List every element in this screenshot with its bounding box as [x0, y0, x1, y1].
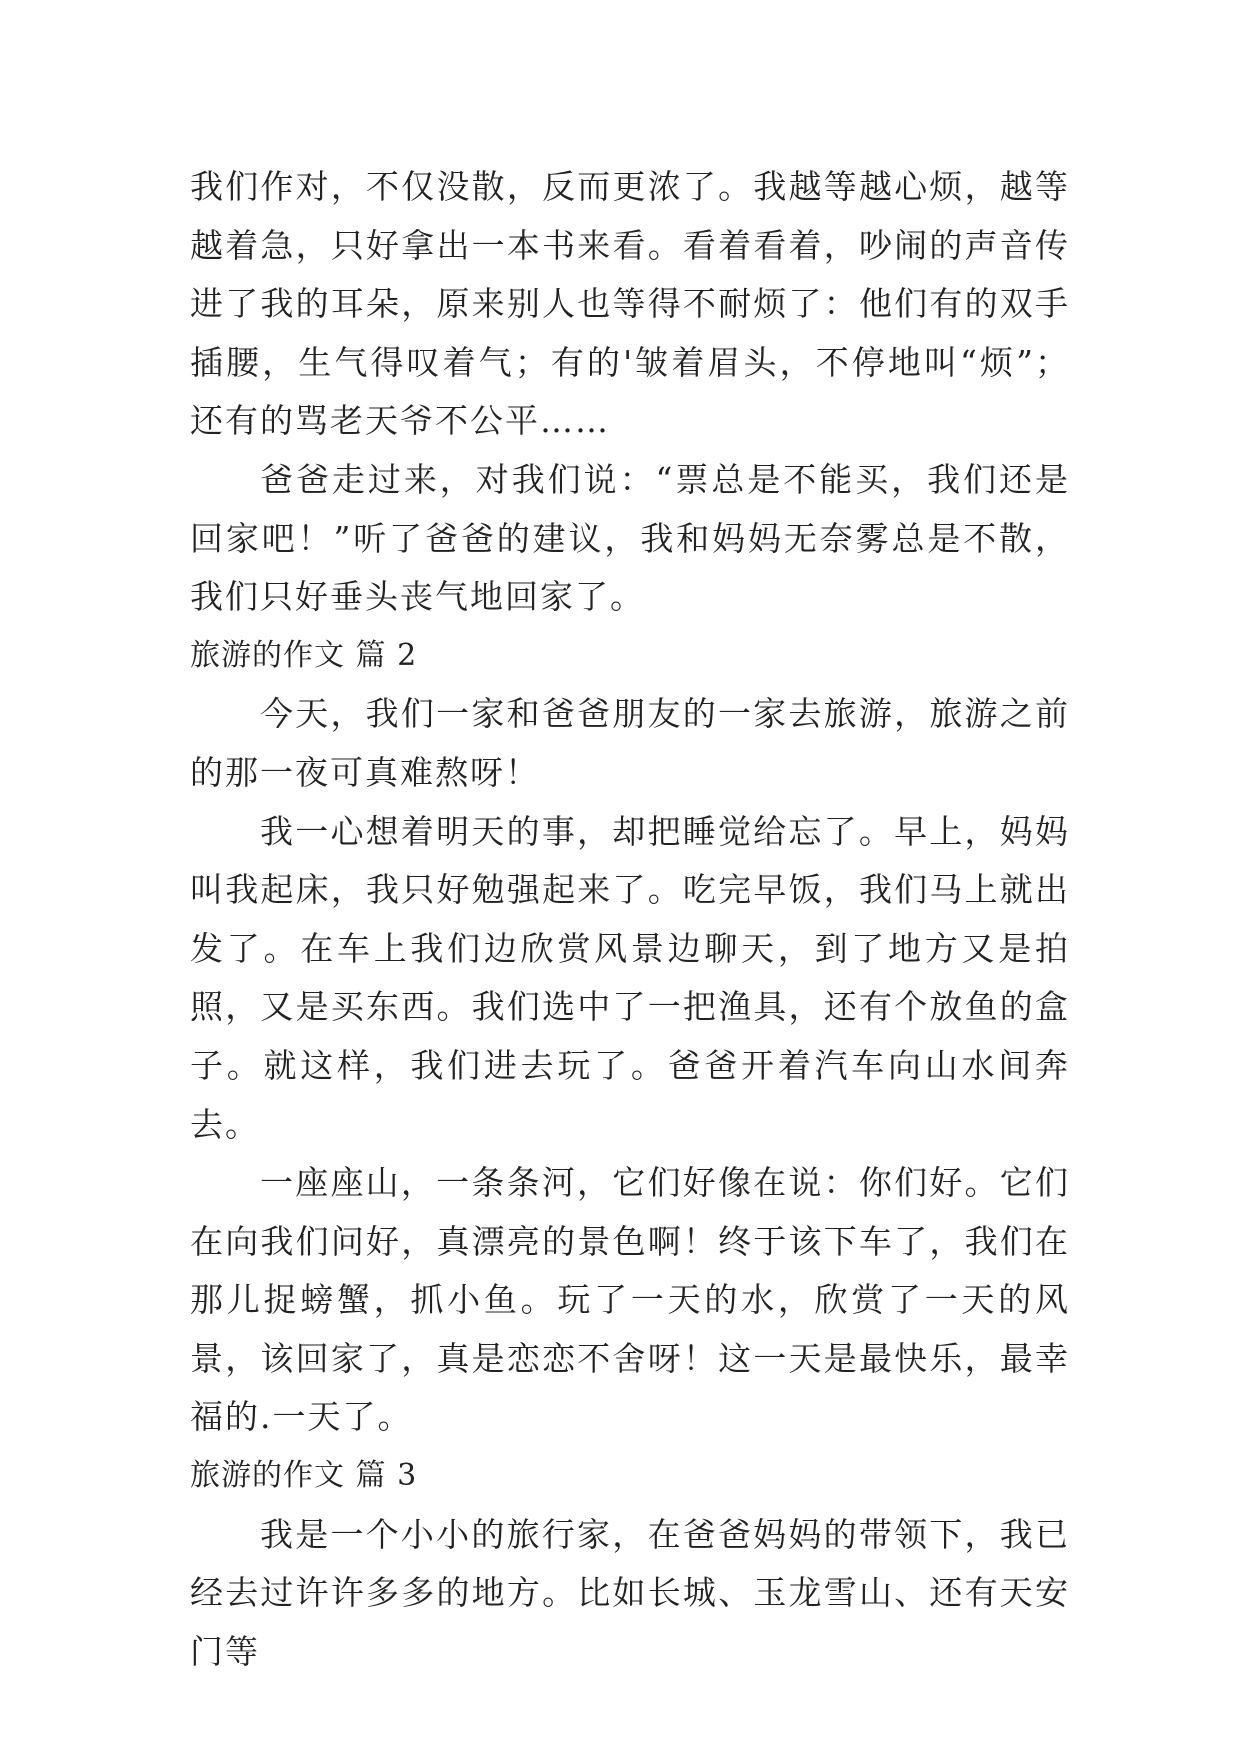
document-body [190, 158, 1070, 1681]
paragraph-1: 我们作对，不仅没散，反而更浓了。我越等越心烦，越等越着急，只好拿出一本书来看。看着看着，吵闹的声音传进了我的耳朵，原来别人也等得不耐烦了：他们有的双手插腰，生气得叹着气；有的'皱着眉头，不停地叫“烦”；还有的骂老天爷不公平…… [190, 167, 1070, 441]
paragraph-5: 一座座山，一条条河，它们好像在说：你们好。它们在向我们问好，真漂亮的景色啊！终于该下车了，我们在那儿捉螃蟹，抓小鱼。玩了一天的水，欣赏了一天的风景，该回家了，真是恋恋不舍呀！这一天是最快乐，最幸福的.一天了。 [190, 1163, 1070, 1437]
section-heading-2: 旅游的作文 篇 2 [190, 637, 418, 673]
paragraph-4: 我一心想着明天的事，却把睡觉给忘了。早上，妈妈叫我起床，我只好勉强起来了。吃完早饭，我们马上就出发了。在车上我们边欣赏风景边聊天，到了地方又是拍照，又是买东西。我们选中了一把渔具，还有个放鱼的盒子。就这样，我们进去玩了。爸爸开着汽车向山水间奔去。 [190, 811, 1070, 1144]
paragraph-3: 今天，我们一家和爸爸朋友的一家去旅游，旅游之前的那一夜可真难熬呀！ [190, 694, 1070, 792]
paragraph-6: 我是一个小小的旅行家，在爸爸妈妈的带领下，我已经去过许许多多的地方。比如长城、玉龙雪山、还有天安门等 [190, 1514, 1070, 1671]
section-heading-3: 旅游的作文 篇 3 [190, 1458, 418, 1494]
paragraph-2: 爸爸走过来，对我们说：“票总是不能买，我们还是回家吧！”听了爸爸的建议，我和妈妈无奈雾总是不散，我们只好垂头丧气地回家了。 [190, 459, 1070, 617]
